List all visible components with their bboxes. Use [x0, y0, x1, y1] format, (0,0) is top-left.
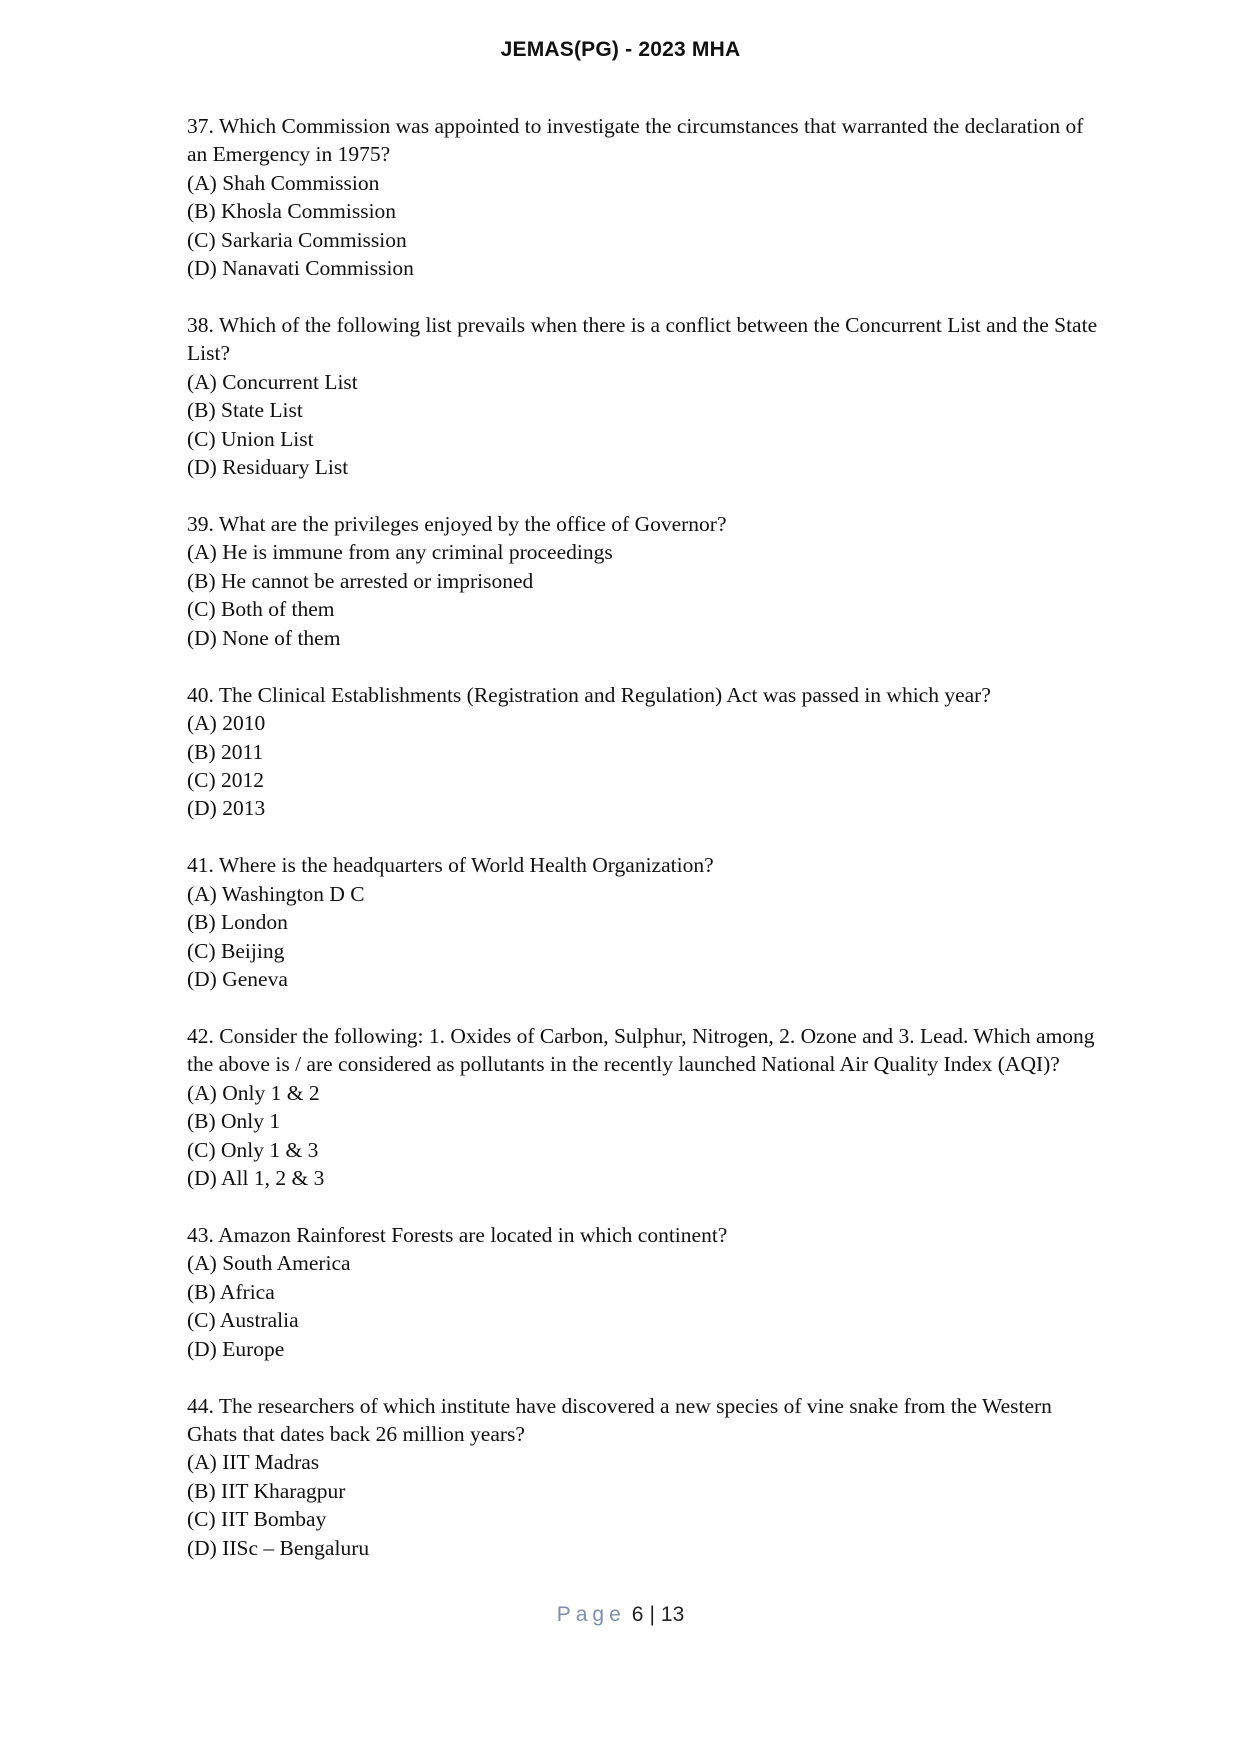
- option-c: (C) Australia: [187, 1308, 299, 1333]
- total-pages: 13: [660, 1603, 685, 1626]
- page-footer: [0, 1603, 1241, 1627]
- option-c: (C) Sarkaria Commission: [187, 227, 407, 252]
- option-b: (B) IIT Kharagpur: [187, 1478, 346, 1503]
- option-b: (B) He cannot be arrested or imprisoned: [187, 568, 534, 593]
- option-c: (C) IIT Bombay: [187, 1507, 327, 1532]
- option-c: (C) Only 1 & 3: [187, 1137, 319, 1162]
- question-43: [187, 1221, 1107, 1363]
- page-separator: |: [649, 1603, 655, 1626]
- page-label: Page: [556, 1603, 626, 1626]
- option-d: (D) IISc – Bengaluru: [187, 1535, 370, 1560]
- option-a: (A) He is immune from any criminal proceedings: [187, 540, 613, 565]
- option-d: (D) Geneva: [187, 966, 288, 991]
- option-c: (C) Beijing: [187, 938, 285, 963]
- question-text: 39. What are the privileges enjoyed by the office of Governor?: [187, 512, 727, 537]
- question-list: [187, 112, 1107, 1591]
- question-37: [187, 112, 1107, 282]
- page-header: JEMAS(PG) - 2023 MHA: [500, 38, 741, 61]
- question-text: 38. Which of the following list prevails when there is a conflict between the Concurrent List and the State List?: [187, 313, 1098, 366]
- question-text: 42. Consider the following: 1. Oxides of Carbon, Sulphur, Nitrogen, 2. Ozone and 3. Lead. Which among the above is / are considered as pollutants in the recently launched National Air Quality Index (AQI)?: [187, 1023, 1095, 1077]
- question-text: 44. The researchers of which institute have discovered a new species of vine snake from the Western Ghats that dates back 26 million years?: [187, 1393, 1052, 1446]
- option-c: (C) Union List: [187, 426, 314, 451]
- question-42: [187, 1022, 1107, 1192]
- option-c: (C) 2012: [187, 767, 265, 792]
- option-a: (A) South America: [187, 1251, 351, 1276]
- option-d: (D) Europe: [187, 1336, 285, 1361]
- option-b: (B) Africa: [187, 1279, 275, 1304]
- option-c: (C) Both of them: [187, 597, 335, 622]
- option-b: (B) State List: [187, 398, 303, 423]
- question-40: [187, 681, 1107, 823]
- option-a: (A) IIT Madras: [187, 1450, 320, 1475]
- question-38: [187, 311, 1107, 481]
- option-d: (D) 2013: [187, 796, 266, 821]
- option-a: (A) Washington D C: [187, 881, 365, 906]
- option-b: (B) London: [187, 910, 288, 935]
- question-text: 43. Amazon Rainforest Forests are located in which continent?: [187, 1222, 728, 1247]
- question-text: 41. Where is the headquarters of World Health Organization?: [187, 853, 714, 878]
- option-a: (A) 2010: [187, 711, 266, 736]
- option-a: (A) Concurrent List: [187, 369, 358, 394]
- question-39: [187, 510, 1107, 652]
- question-41: [187, 851, 1107, 993]
- option-d: (D) All 1, 2 & 3: [187, 1165, 325, 1190]
- option-b: (B) 2011: [187, 739, 264, 764]
- option-b: (B) Khosla Commission: [187, 199, 397, 224]
- option-d: (D) None of them: [187, 625, 341, 650]
- option-d: (D) Residuary List: [187, 455, 349, 480]
- option-d: (D) Nanavati Commission: [187, 256, 414, 281]
- option-a: (A) Only 1 & 2: [187, 1080, 320, 1105]
- question-text: 37. Which Commission was appointed to investigate the circumstances that warranted the declaration of an Emergency in 1975?: [187, 114, 1084, 167]
- page-number: 6: [631, 1603, 644, 1626]
- question-text: 40. The Clinical Establishments (Registration and Regulation) Act was passed in which year?: [187, 682, 991, 707]
- question-44: [187, 1392, 1107, 1562]
- option-a: (A) Shah Commission: [187, 170, 380, 195]
- option-b: (B) Only 1: [187, 1109, 281, 1134]
